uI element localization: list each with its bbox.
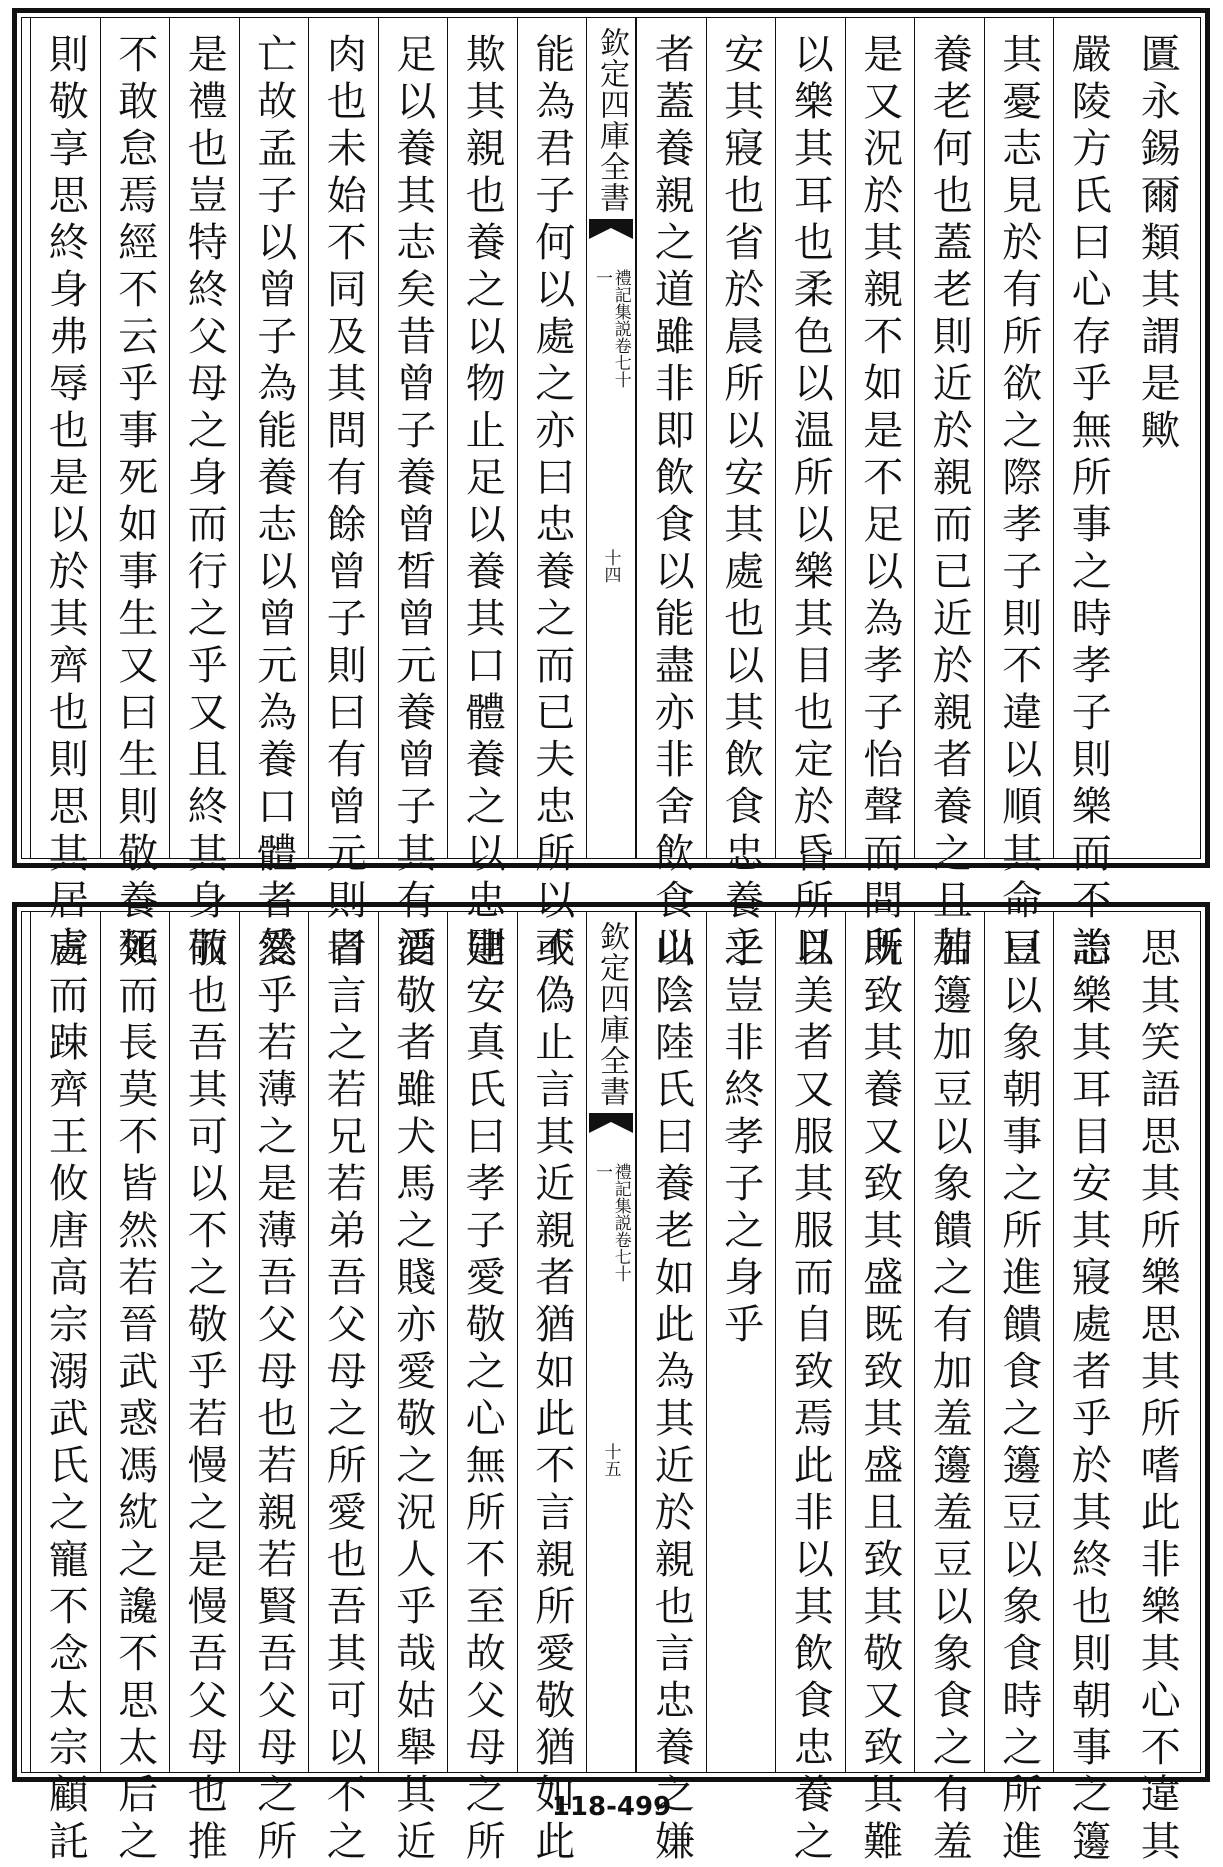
column-text: 者蓋養親之道雖非即飲食以能盡亦非舍飲食以	[648, 33, 695, 973]
text-column	[100, 17, 170, 973]
text-column	[239, 911, 309, 1867]
top-page	[12, 8, 1210, 973]
text-column	[517, 911, 587, 1867]
column-text: 加籩加豆以象饋之有加羞籩羞豆以象食之有羞	[926, 927, 973, 1867]
column-text: 不敢怠焉經不云乎事死如事生又曰生則敬養死	[111, 33, 158, 973]
spine-title: 欽定四庫全書	[594, 921, 629, 1107]
text-column	[30, 911, 100, 1867]
text-column	[100, 911, 170, 1867]
spine-page-number: 十四	[600, 549, 621, 583]
column-text: 足以養其志矣昔曾子養曾晳曾元養曾子其有酒	[389, 33, 436, 973]
spine-page-number: 十五	[600, 1443, 621, 1477]
column-text: 乎豈非終孝子之身乎	[717, 927, 764, 1350]
text-column	[775, 17, 845, 973]
column-text: 則敬享思終身弗辱也是以於其齊也則思其居處	[42, 33, 89, 973]
text-column	[1123, 911, 1193, 1867]
column-text: 者言之若兄若弟吾父母之所愛也吾其可以不之	[320, 927, 367, 1867]
column-text: 其憂志見於有所欲之際孝子則不違以順其命曰	[995, 33, 1042, 973]
column-text: 匱永錫爾類其謂是歟	[1134, 33, 1181, 456]
spine-book: 禮記集説	[610, 1163, 631, 1231]
column-text: 既致其養又致其盛既致其盛且致其敬又致其難	[856, 927, 903, 1867]
column-text: 或偽止言其近親者猶如此不言親所愛敬猶如此	[528, 927, 575, 1867]
column-text: 安其寢也省於晨所以安其處也以其飲食忠養之	[717, 33, 764, 973]
column-text: 愛乎若薄之是薄吾父母也若親若賢吾父母之所	[250, 927, 297, 1867]
spine-volume: 卷七十一	[592, 269, 631, 388]
column-text: 以樂其耳也柔色以温所以樂其目也定於昏所以	[787, 33, 834, 973]
text-column	[378, 17, 448, 973]
text-column	[984, 911, 1054, 1867]
fish-tail-mark	[589, 1113, 633, 1133]
text-column	[308, 911, 378, 1867]
text-column	[706, 911, 776, 1773]
column-text: 愛敬者雖犬馬之賤亦愛敬之況人乎哉姑舉其近	[389, 927, 436, 1867]
text-column	[775, 911, 845, 1867]
text-column	[706, 17, 776, 973]
text-column	[845, 911, 915, 1867]
top-page-spine	[586, 17, 636, 859]
column-text: 豆以象朝事之所進饋食之籩豆以象食時之所進	[995, 927, 1042, 1867]
text-column	[914, 17, 984, 973]
text-column	[517, 17, 587, 973]
column-text: 能為君子何以處之亦曰忠養之而已夫忠所以不	[528, 33, 575, 973]
spine-book: 禮記集説	[610, 269, 631, 337]
column-text: 志樂其耳目安其寢處者乎於其終也則朝事之籩	[1065, 927, 1112, 1867]
text-column	[30, 17, 100, 973]
column-text: 欺其親也養之以物止足以養其口體養之以忠則	[459, 33, 506, 973]
column-text: 敬也吾其可以不之敬乎若慢之是慢吾父母也推	[181, 927, 228, 1867]
column-text: 言而踈齊王攸唐高宗溺武氏之寵不念太宗顧託	[42, 927, 89, 1867]
text-column	[447, 911, 517, 1867]
spine-book-title	[592, 269, 629, 389]
bottom-page-spine	[586, 911, 636, 1773]
column-text: 是又況於其親不如是不足以為孝子怡聲而問所	[856, 33, 903, 973]
text-column	[378, 911, 448, 1867]
column-text: 嚴陵方氏曰心存乎無所事之時孝子則樂而不詒	[1065, 33, 1112, 973]
text-column	[984, 17, 1054, 973]
text-column	[239, 17, 309, 973]
column-text: 肉也未始不同及其問有餘曾子則曰有曾元則曰	[320, 33, 367, 973]
text-column	[914, 911, 984, 1867]
spine-title: 欽定四庫全書	[594, 27, 629, 213]
column-text: 且美者又服其服而自致焉此非以其飲食忠養之	[787, 927, 834, 1867]
text-column	[636, 17, 706, 973]
text-column	[169, 17, 239, 973]
text-column	[308, 17, 378, 973]
column-text: 山陰陸氏曰養老如此為其近於親也言忠養之嫌	[648, 927, 695, 1867]
column-text: 亡故孟子以曾子為能養志以曾元為養口體者然	[250, 33, 297, 973]
text-column	[636, 911, 706, 1867]
column-text: 養老何也蓋老則近於親而已近於親者養之且若	[926, 33, 973, 973]
page-reference-number: 118-499	[551, 1792, 672, 1822]
column-text: 類而長莫不皆然若晉武惑馮紞之讒不思太后之	[111, 927, 158, 1867]
column-text: 思其笑語思其所樂思其所嗜此非樂其心不違其	[1134, 927, 1181, 1867]
text-column	[1053, 911, 1123, 1867]
column-text: 建安真氏曰孝子愛敬之心無所不至故父母之所	[459, 927, 506, 1867]
text-column	[845, 17, 915, 973]
spine-volume: 卷七十一	[592, 1163, 631, 1282]
text-column	[169, 911, 239, 1867]
spine-book-title	[592, 1163, 629, 1283]
fish-tail-mark	[589, 219, 633, 239]
text-column	[1053, 17, 1123, 973]
text-column	[1123, 17, 1193, 859]
column-text: 是禮也豈特終父母之身而行之乎又且終其身而	[181, 33, 228, 973]
text-column	[447, 17, 517, 973]
